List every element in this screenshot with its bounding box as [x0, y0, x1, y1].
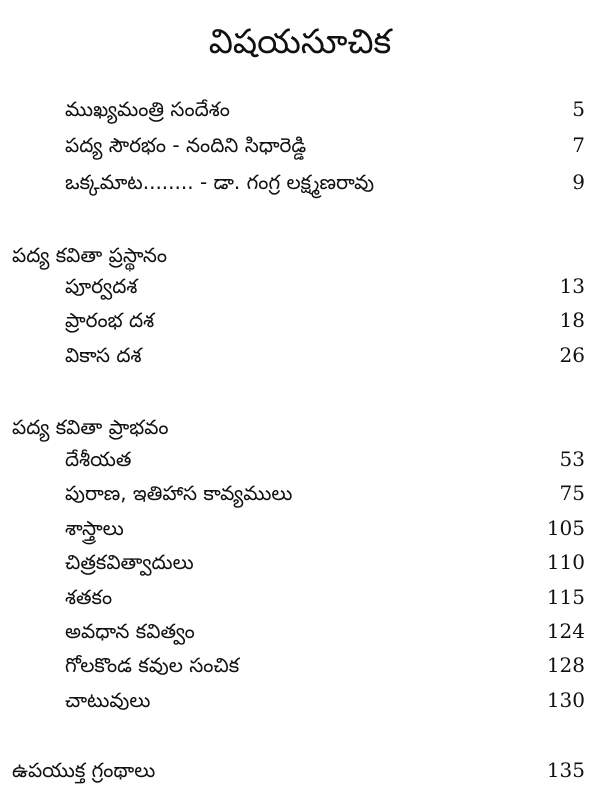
toc-entry-page: 75: [559, 481, 585, 505]
toc-entry-title: పురాణ, ఇతిహాస కావ్యములు: [65, 481, 293, 505]
toc-entry-deshiyata[interactable]: [65, 444, 585, 474]
toc-entry-title: చాటువులు: [65, 688, 151, 712]
toc-entry-avadhana-kavitvam[interactable]: [65, 616, 585, 646]
toc-entry-title: పూర్వదశ: [65, 274, 138, 298]
toc-entry-page: 105: [546, 516, 585, 540]
toc-entry-shatakam[interactable]: [65, 582, 585, 612]
toc-entry-page: 53: [559, 447, 585, 471]
toc-entry-chief-minister-message[interactable]: [65, 94, 585, 124]
toc-entry-title: వికాస దశ: [65, 343, 142, 367]
toc-entry-purvadasha[interactable]: [65, 271, 585, 301]
toc-entry-title: అవధాన కవిత్వం: [65, 619, 195, 643]
page-title: విషయసూచిక: [208, 22, 392, 62]
section-heading-prabhavam: పద్య కవితా ప్రాభవం: [12, 415, 169, 439]
toc-entry-title: దేశీయత: [65, 447, 132, 471]
toc-entry-references[interactable]: [12, 755, 585, 785]
toc-entry-title: ఉపయుక్త గ్రంథాలు: [12, 758, 156, 782]
toc-entry-okka-mata[interactable]: [65, 167, 585, 197]
toc-entry-purana-itihasa[interactable]: [65, 478, 585, 508]
toc-entry-title: ఒక్కమాట........ - డా. గంగ్ర లక్ష్మణరావు: [65, 170, 375, 194]
toc-entry-title: గోలకొండ కవుల సంచిక: [65, 653, 240, 677]
toc-entry-page: 135: [546, 758, 585, 782]
toc-entry-title: పద్య సౌరభం - నందిని సిధారెడ్డి: [65, 133, 307, 157]
section-heading-prasthanam: పద్య కవితా ప్రస్థానం: [12, 243, 167, 267]
toc-entry-page: 7: [572, 133, 585, 157]
toc-entry-page: 5: [572, 97, 585, 121]
toc-entry-padya-sourabham[interactable]: [65, 130, 585, 160]
toc-entry-page: 9: [572, 170, 585, 194]
toc-entry-page: 128: [546, 653, 585, 677]
toc-entry-chitrakavitvadulu[interactable]: [65, 547, 585, 577]
toc-entry-shastralu[interactable]: [65, 513, 585, 543]
toc-entry-vikasa-dasha[interactable]: [65, 340, 585, 370]
toc-entry-page: 13: [559, 274, 585, 298]
toc-entry-golakonda-kavula[interactable]: [65, 650, 585, 680]
toc-entry-title: ముఖ్యమంత్రి సందేశం: [65, 97, 230, 121]
toc-entry-page: 115: [546, 585, 585, 609]
toc-entry-page: 124: [546, 619, 585, 643]
toc-entry-page: 26: [559, 343, 585, 367]
toc-entry-chatuvulu[interactable]: [65, 685, 585, 715]
toc-entry-title: శతకం: [65, 585, 113, 609]
toc-entry-page: 18: [559, 308, 585, 332]
toc-entry-title: ప్రారంభ దశ: [65, 308, 155, 332]
toc-entry-page: 130: [546, 688, 585, 712]
toc-entry-page: 110: [546, 550, 585, 574]
toc-entry-prarambha-dasha[interactable]: [65, 305, 585, 335]
toc-entry-title: చిత్రకవిత్వాదులు: [65, 550, 194, 574]
toc-entry-title: శాస్త్రాలు: [65, 516, 124, 540]
